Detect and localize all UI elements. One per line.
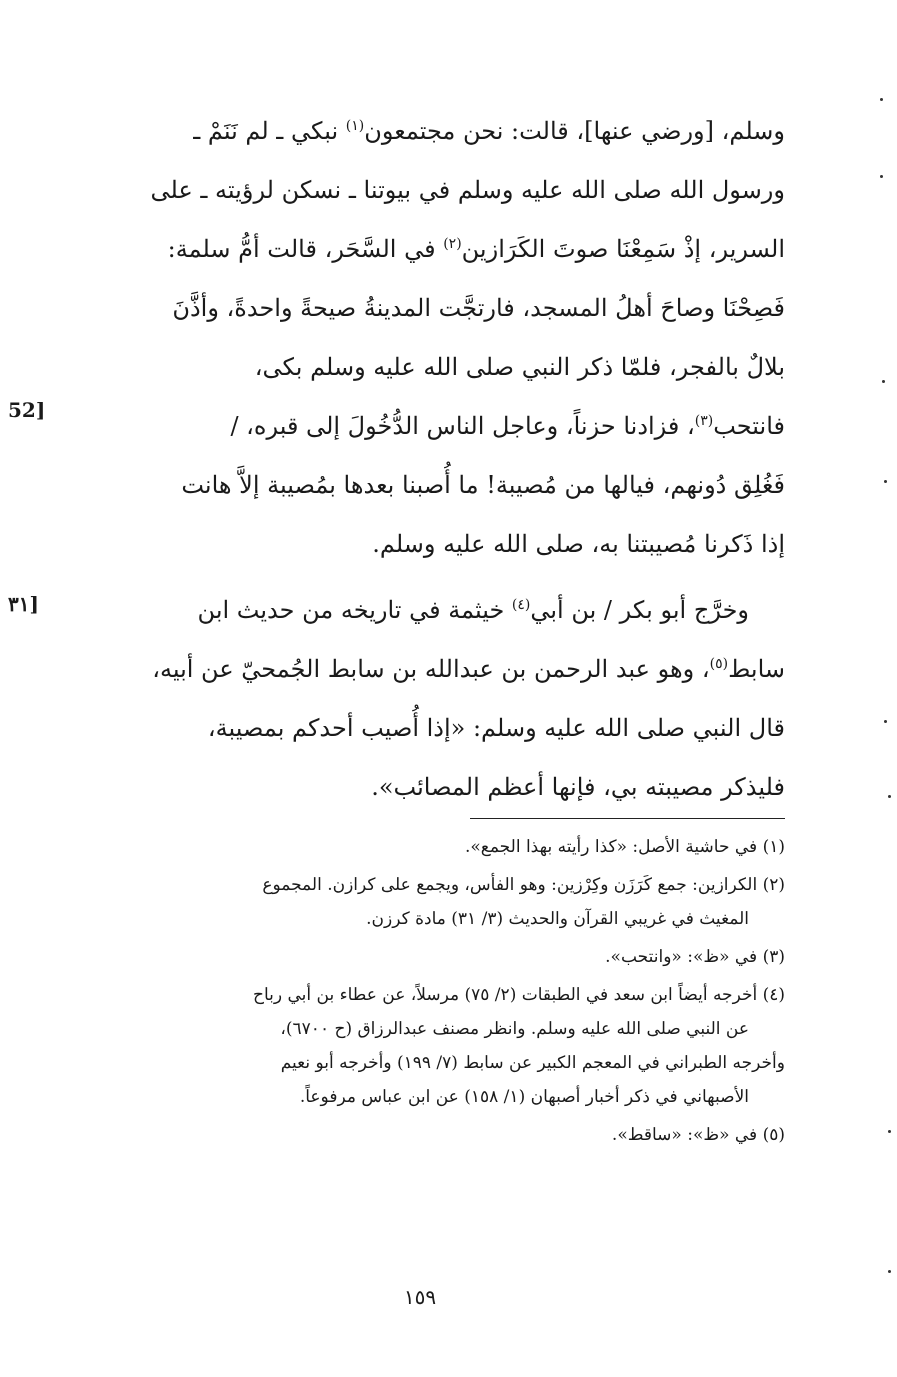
text-line: بلالٌ بالفجر، فلمّا ذكر النبي صلى الله عليه وسلم بكى، <box>254 353 785 381</box>
footnote-4-continued: عن النبي صلى الله عليه وسلم. وانظر مصنف عبدالرزاق (ح ٦٧٠٠)، <box>280 1019 749 1039</box>
footnote-ref: (١) <box>345 118 365 134</box>
text-line: فانتحب$^{(٣)}$، فزادنا حزناً، وعاجل الناس الدُّخُولَ إلى قبره، / <box>230 412 785 440</box>
scan-speck <box>884 480 887 483</box>
footnote-4-continued: وأخرجه الطبراني في المعجم الكبير عن سابط (٧/ ١٩٩) وأخرجه أبو نعيم <box>280 1053 785 1073</box>
footnote-4-continued: الأصبهاني في ذكر أخبار أصبهان (١/ ١٥٨) عن ابن عباس مرفوعاً. <box>299 1087 749 1107</box>
footnote-ref: (٤) <box>511 597 531 613</box>
footnote-5: (٥) في «ظ»: «ساقط». <box>611 1125 785 1145</box>
footnote-ref: (٥) <box>709 656 729 672</box>
scan-speck <box>882 380 885 383</box>
scan-speck <box>880 175 883 178</box>
scan-speck <box>884 720 887 723</box>
text-line: ورسول الله صلى الله عليه وسلم في بيوتنا ـ نسكن لرؤيته ـ على <box>150 176 785 204</box>
footnote-2-continued: المغيث في غريبي القرآن والحديث (٣/ ٣١) مادة كرزن. <box>366 909 749 929</box>
text-line: فَصِحْنَا وصاحَ أهلُ المسجد، فارتجَّت المدينةُ صيحةً واحدةً، وأذَّنَ <box>172 294 785 322</box>
footnotes <box>80 830 785 1152</box>
text-line: فَغُلِق دُونهم، فيالها من مُصيبة! ما أُصبنا بعدها بمُصيبة إلاَّ هانت <box>181 471 785 499</box>
margin-marker-bottom: ٣١] <box>8 592 39 616</box>
scan-speck <box>888 795 891 798</box>
paragraph-2 <box>80 581 785 817</box>
footnote-2: (٢) الكرازين: جمع كَرَزَن وكِرْزين: وهو الفأس، ويجمع على كرازن. المجموع <box>262 875 785 895</box>
paragraph-1 <box>80 102 785 574</box>
footnote-4: (٤) أخرجه أيضاً ابن سعد في الطبقات (٢/ ٧٥) مرسلاً، عن عطاء بن أبي رباح <box>252 985 785 1005</box>
scan-speck <box>888 1270 891 1273</box>
scan-speck <box>880 98 883 101</box>
margin-marker-top: 52] <box>8 398 46 422</box>
scan-speck <box>888 1130 891 1133</box>
footnote-ref: (٢) <box>443 236 462 252</box>
page-number: ١٥٩ <box>403 1285 437 1309</box>
text-line: فليذكر مصيبته بي، فإنها أعظم المصائب». <box>371 773 785 801</box>
footnote-3: (٣) في «ظ»: «وانتحب». <box>605 947 785 967</box>
footnote-1: (١) في حاشية الأصل: «كذا رأيته بهذا الجمع». <box>465 837 785 857</box>
text-line: وسلم، [ورضي عنها]، قالت: نحن مجتمعون$^{(١)}$ نبكي ـ لم نَنَمْ ـ <box>193 117 785 145</box>
text-line: السرير، إذْ سَمِعْنَا صوتَ الكَرَازين$^{(٢)}$ في السَّحَر، قالت أمُّ سلمة: <box>167 235 785 263</box>
text-line: قال النبي صلى الله عليه وسلم: «إذا أُصيب أحدكم بمصيبة، <box>207 714 785 742</box>
text-line: سابط$^{(٥)}$، وهو عبد الرحمن بن عبدالله بن سابط الجُمحيّ عن أبيه، <box>152 655 785 683</box>
footnote-ref: (٣) <box>694 413 714 429</box>
footnote-separator <box>470 818 785 819</box>
text-line: وخرَّج أبو بكر / بن أبي$^{(٤)}$ خيثمة في تاريخه من حديث ابن <box>197 596 749 624</box>
text-line: إذا ذَكرنا مُصيبتنا به، صلى الله عليه وسلم. <box>372 530 785 558</box>
